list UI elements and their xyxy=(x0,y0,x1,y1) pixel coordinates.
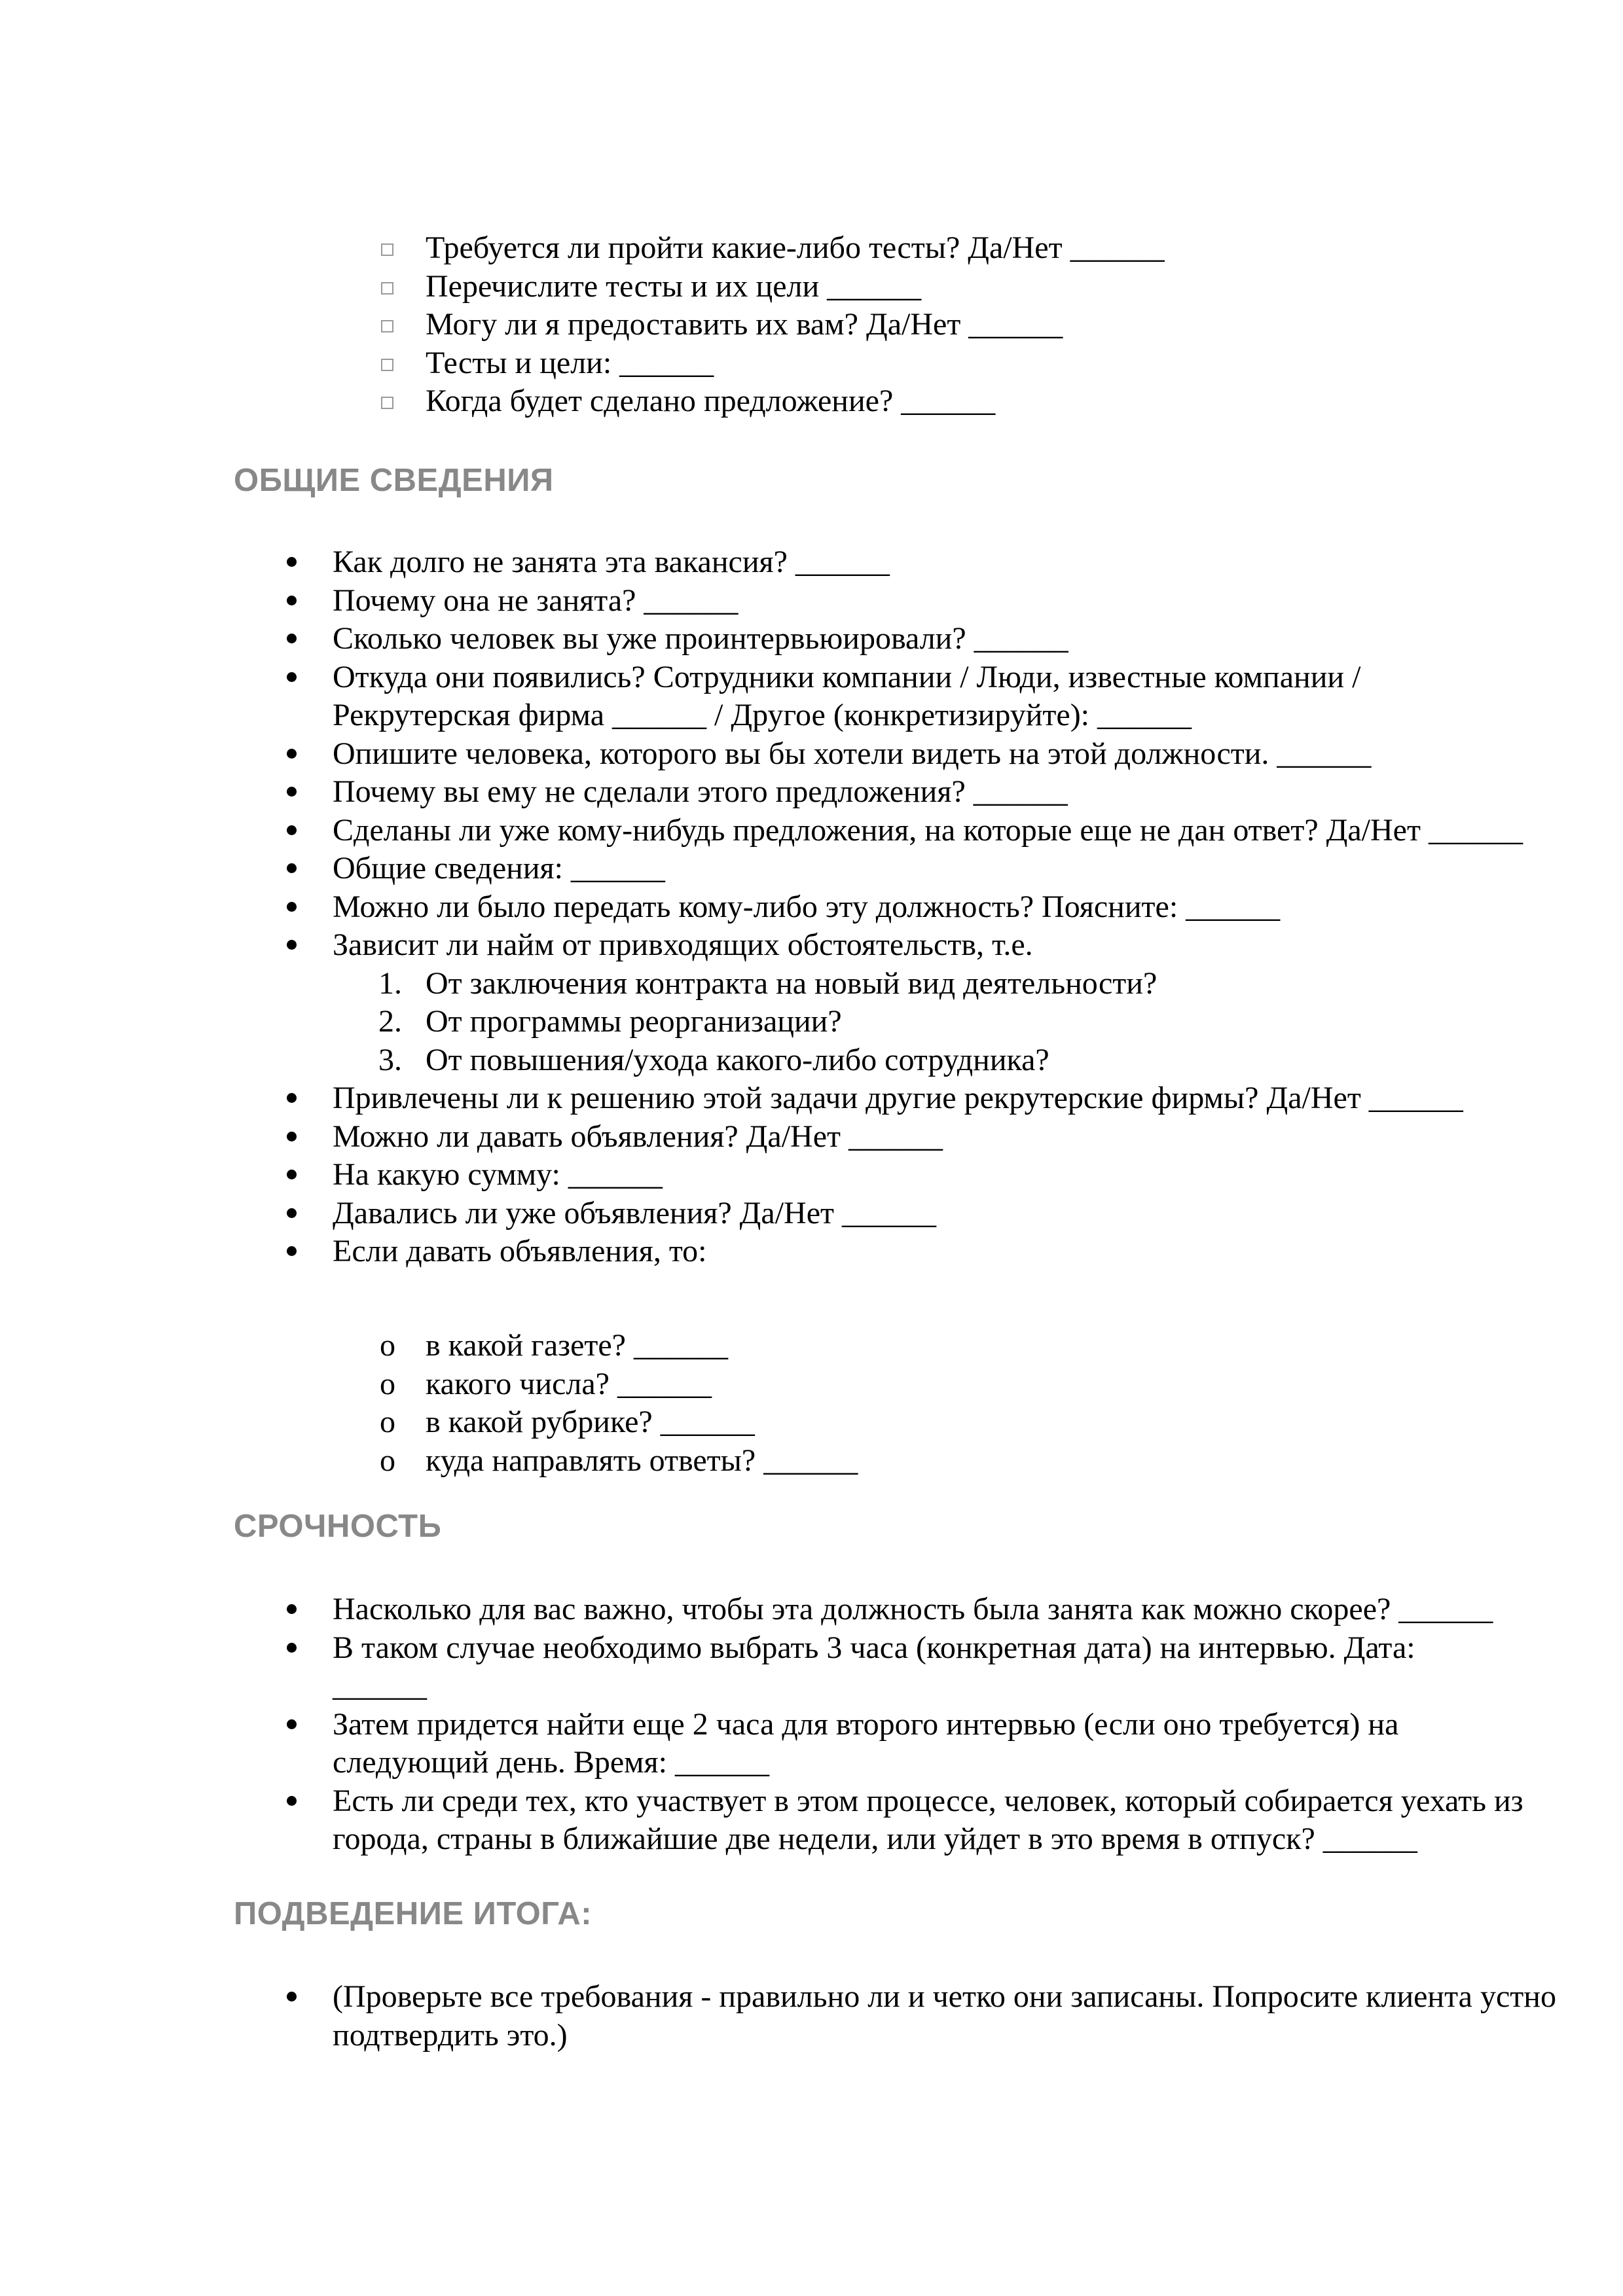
list-item-text: Зависит ли найм от привходящих обстоятельств, т.е. xyxy=(333,927,1033,962)
bullet-dot-icon xyxy=(287,1719,297,1729)
list-item xyxy=(285,658,1511,735)
list-item-text: Сколько человек вы уже проинтервьюировали? ______ xyxy=(333,621,1068,656)
urgency-question-list xyxy=(285,1590,1562,1859)
list-item-text: Тесты и цели: ______ xyxy=(426,345,714,380)
numbered-item xyxy=(378,1041,1562,1080)
list-item-text: Если давать объявления, то: xyxy=(333,1234,707,1268)
list-item-text: Можно ли было передать кому-либо эту должность? Поясните: ______ xyxy=(333,889,1281,924)
bullet-dot-icon xyxy=(287,1208,297,1218)
checkbox-square-icon xyxy=(381,320,393,332)
bullet-dot-icon xyxy=(287,1796,297,1806)
checkbox-square-icon xyxy=(381,243,393,256)
list-item xyxy=(285,773,1562,812)
checkbox-square-icon xyxy=(381,282,393,295)
list-item xyxy=(285,582,1562,620)
bullet-dot-icon xyxy=(287,672,297,682)
number-marker: 2. xyxy=(378,1004,402,1039)
summary-list xyxy=(285,1978,1562,2054)
list-item xyxy=(285,926,1562,1079)
list-item xyxy=(378,344,1165,383)
list-item-text: в какой газете? ______ xyxy=(426,1328,728,1363)
list-item xyxy=(285,735,1562,774)
list-item xyxy=(285,1194,1562,1233)
list-item-text: куда направлять ответы? ______ xyxy=(426,1443,858,1478)
list-item-text: Давались ли уже объявления? Да/Нет ______ xyxy=(333,1195,936,1230)
list-item-text: Сделаны ли уже кому-нибудь предложения, на которые еще не дан ответ? Да/Нет ______ xyxy=(333,812,1523,848)
bullet-dot-icon xyxy=(287,557,297,567)
list-item xyxy=(378,229,1165,268)
list-item-text: Насколько для вас важно, чтобы эта должность была занята как можно скорее? ______ xyxy=(333,1592,1493,1626)
circle-marker-icon: o xyxy=(380,1366,395,1401)
numbered-item xyxy=(378,1003,1562,1041)
list-item xyxy=(285,1782,1562,1859)
list-item-text: На какую сумму: ______ xyxy=(333,1157,663,1192)
bullet-dot-icon xyxy=(287,634,297,643)
list-item xyxy=(378,382,1165,421)
dependency-list xyxy=(378,965,1562,1080)
bullet-dot-icon xyxy=(287,1992,297,2001)
list-item-text: Откуда они появились? Сотрудники компании / Люди, известные компании / Рекрутерская фирма ______ / Другое (конкретизируйте): ______ xyxy=(333,659,1361,732)
bullet-dot-icon xyxy=(287,1246,297,1256)
list-item xyxy=(285,1079,1562,1118)
bullet-dot-icon xyxy=(287,1643,297,1653)
bullet-dot-icon xyxy=(287,749,297,759)
list-item xyxy=(285,888,1562,927)
list-item-text: В таком случае необходимо выбрать 3 часа (конкретная дата) на интервью. Дата: ______ xyxy=(333,1630,1415,1703)
list-item-text: Почему она не занята? ______ xyxy=(333,583,739,618)
numbered-item-text: От программы реорганизации? xyxy=(426,1004,842,1039)
list-item xyxy=(378,306,1165,344)
general-question-list xyxy=(285,543,1562,1271)
list-item-text: какого числа? ______ xyxy=(426,1366,712,1401)
list-item xyxy=(378,1327,858,1365)
list-item-text: Опишите человека, которого вы бы хотели видеть на этой должности. ______ xyxy=(333,736,1372,771)
list-item xyxy=(378,268,1165,306)
list-item xyxy=(285,1156,1562,1194)
circle-marker-icon: o xyxy=(380,1405,395,1439)
list-item xyxy=(285,1232,1562,1271)
list-item xyxy=(285,812,1531,850)
list-item xyxy=(285,1629,1511,1706)
numbered-item xyxy=(378,965,1562,1003)
list-item xyxy=(285,620,1562,658)
bullet-dot-icon xyxy=(287,940,297,950)
list-item-text: Затем придется найти еще 2 часа для второго интервью (если оно требуется) на следующий день. Время: ______ xyxy=(333,1706,1399,1780)
list-item xyxy=(378,1442,858,1480)
list-item-text: Как долго не занята эта вакансия? ______ xyxy=(333,545,890,579)
section-heading-general: ОБЩИЕ СВЕДЕНИЯ xyxy=(234,463,554,498)
list-item-text: Перечислите тесты и их цели ______ xyxy=(426,268,922,304)
list-item-text: Общие сведения: ______ xyxy=(333,851,665,886)
bullet-dot-icon xyxy=(287,902,297,912)
bullet-dot-icon xyxy=(287,1604,297,1614)
circle-marker-icon: o xyxy=(380,1328,395,1363)
ad-details-list xyxy=(378,1327,858,1480)
list-item-text: Когда будет сделано предложение? ______ xyxy=(426,384,996,418)
checkbox-square-icon xyxy=(381,359,393,371)
list-item xyxy=(285,1978,1577,2054)
list-item xyxy=(285,1118,1562,1157)
list-item xyxy=(378,1403,858,1442)
list-item-text: Требуется ли пройти какие-либо тесты? Да/Нет ______ xyxy=(426,230,1165,265)
bullet-dot-icon xyxy=(287,1093,297,1103)
list-item-text: Можно ли давать объявления? Да/Нет ______ xyxy=(333,1119,943,1154)
bullet-dot-icon xyxy=(287,863,297,873)
tests-question-list xyxy=(378,229,1165,421)
checkbox-square-icon xyxy=(381,397,393,409)
bullet-dot-icon xyxy=(287,787,297,797)
list-item-text: Привлечены ли к решению этой задачи другие рекрутерские фирмы? Да/Нет ______ xyxy=(333,1081,1463,1115)
number-marker: 1. xyxy=(378,965,402,1001)
number-marker: 3. xyxy=(378,1042,402,1077)
circle-marker-icon: o xyxy=(380,1443,395,1478)
bullet-dot-icon xyxy=(287,1132,297,1141)
section-heading-summary: ПОДВЕДЕНИЕ ИТОГА: xyxy=(234,1896,593,1931)
numbered-item-text: От повышения/ухода какого-либо сотрудника? xyxy=(426,1042,1049,1077)
bullet-dot-icon xyxy=(287,825,297,835)
list-item-text: (Проверьте все требования - правильно ли и четко они записаны. Попросите клиента устно подтвердить это.) xyxy=(333,1979,1556,2053)
numbered-item-text: От заключения контракта на новый вид деятельности? xyxy=(426,965,1158,1001)
section-heading-urgency: СРОЧНОСТЬ xyxy=(234,1509,442,1544)
bullet-dot-icon xyxy=(287,1170,297,1179)
list-item xyxy=(285,543,1562,582)
list-item xyxy=(285,1590,1562,1629)
list-item xyxy=(285,1706,1531,1782)
list-item-text: Есть ли среди тех, кто участвует в этом процессе, человек, который собирается уехать из города, страны в ближайшие две недели, или уйдет в это время в отпуск? ______ xyxy=(333,1783,1523,1856)
list-item-text: в какой рубрике? ______ xyxy=(426,1405,755,1439)
list-item-text: Почему вы ему не сделали этого предложения? ______ xyxy=(333,774,1068,809)
list-item xyxy=(378,1365,858,1404)
list-item xyxy=(285,850,1562,888)
list-item-text: Могу ли я предоставить их вам? Да/Нет ______ xyxy=(426,307,1063,342)
bullet-dot-icon xyxy=(287,596,297,605)
